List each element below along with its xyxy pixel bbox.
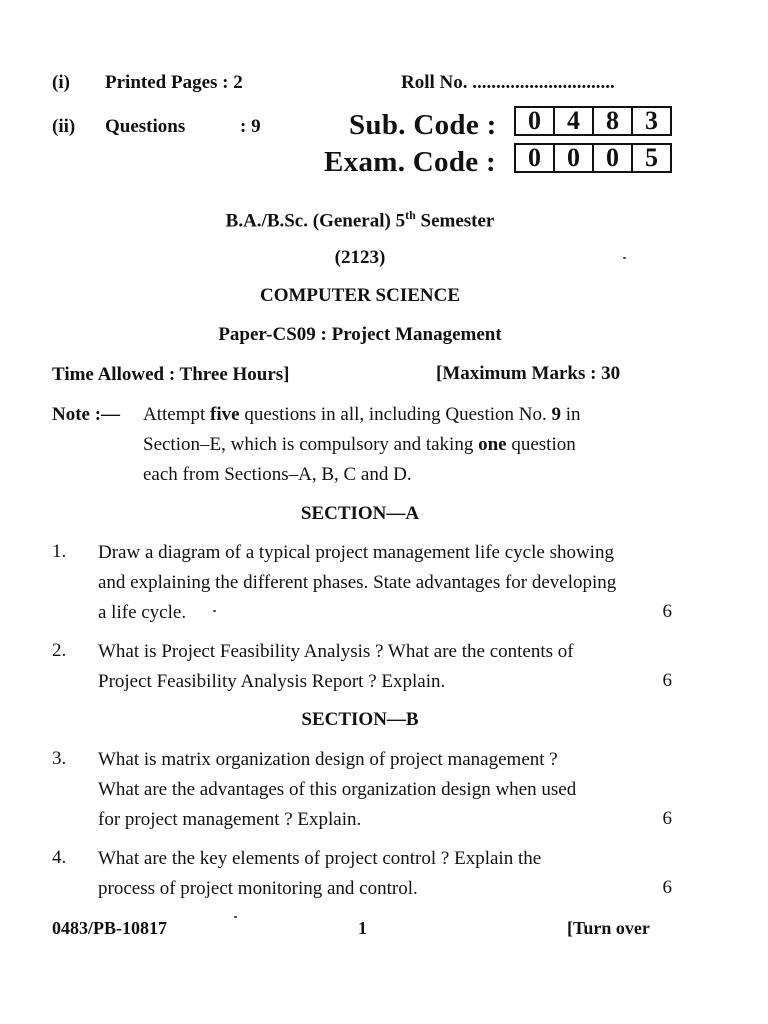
question-3: [52, 745, 672, 837]
question-line: Project Feasibility Analysis Report ? Explain.: [98, 671, 446, 692]
exam-code-label: Exam. Code :: [324, 146, 496, 178]
note-text-part: in: [560, 404, 581, 425]
footer-paper-code: 0483/PB-10817: [52, 918, 167, 938]
question-marks: 6: [662, 808, 672, 829]
time-allowed: Time Allowed : Three Hours]: [52, 364, 290, 385]
sub-code-label: Sub. Code :: [349, 109, 497, 141]
note-text-part: questions in all, including Question No.: [239, 404, 552, 425]
maximum-marks: [Maximum Marks : 30: [436, 363, 621, 384]
note-line: each from Sections–A, B, C and D.: [143, 464, 412, 485]
question-marks: 6: [662, 670, 672, 691]
printed-pages-label: Printed Pages : 2: [105, 72, 243, 93]
paper-code: (2123): [334, 247, 386, 268]
sub-code-boxes: [514, 106, 672, 136]
question-number: 3.: [52, 748, 67, 769]
program-title: [0, 208, 720, 232]
note-emphasis: one: [478, 434, 507, 455]
sub-code-digit: 4: [555, 108, 594, 134]
question-line: What is Project Feasibility Analysis ? What are the contents of: [98, 641, 574, 662]
note-emphasis: five: [210, 404, 240, 425]
note-line: [143, 430, 673, 460]
question-number: 4.: [52, 847, 67, 868]
question-line: a life cycle.: [98, 602, 187, 623]
question-line: What are the key elements of project control ? Explain the: [98, 848, 542, 869]
note-line: [143, 400, 673, 430]
program-prefix: B.A./B.Sc. (General) 5: [225, 210, 406, 232]
question-marks: 6: [662, 877, 672, 898]
question-number: 1.: [52, 541, 67, 562]
note-text: [143, 400, 673, 490]
note-text-part: Attempt: [143, 404, 211, 425]
question-line: What are the advantages of this organization design when used: [98, 779, 577, 800]
question-line: process of project monitoring and control.: [98, 878, 418, 899]
question-text: [98, 538, 672, 628]
scan-speck: [213, 610, 216, 612]
sub-code-digit: 8: [594, 108, 633, 134]
scan-speck: [623, 257, 626, 259]
question-2: [52, 637, 672, 699]
questions-label: Questions: [105, 116, 186, 137]
program-suffix: Semester: [415, 210, 495, 232]
roll-no-field: Roll No. ..............................: [401, 72, 615, 93]
sub-code-digit: 0: [516, 108, 555, 134]
question-line: and explaining the different phases. State advantages for developing: [98, 572, 617, 593]
exam-code-digit: 0: [555, 145, 594, 171]
note-emphasis: 9: [551, 404, 561, 425]
question-4: [52, 844, 672, 906]
question-number: 2.: [52, 640, 67, 661]
question-1: [52, 538, 672, 630]
note-text-part: Section–E, which is compulsory and taking: [143, 434, 479, 455]
note-label: Note :—: [52, 404, 121, 425]
note-text-part: question: [506, 434, 576, 455]
exam-code-boxes: [514, 143, 672, 173]
exam-code-digit: 0: [594, 145, 633, 171]
printed-pages-number: (i): [52, 72, 70, 93]
question-text: [98, 637, 672, 697]
question-line: for project management ? Explain.: [98, 809, 362, 830]
question-marks: 6: [662, 601, 672, 622]
program-superscript: th: [405, 208, 416, 222]
scan-speck: [234, 916, 237, 918]
section-a-heading: SECTION—A: [300, 503, 420, 524]
question-line: Draw a diagram of a typical project management life cycle showing: [98, 542, 614, 563]
exam-code-digit: 0: [516, 145, 555, 171]
questions-count: : 9: [240, 116, 261, 137]
footer-page-number: 1: [358, 918, 367, 938]
footer-turn-over: [Turn over: [567, 918, 650, 938]
paper-title: Paper-CS09 : Project Management: [218, 324, 502, 345]
subject-title: COMPUTER SCIENCE: [259, 285, 461, 306]
section-b-heading: SECTION—B: [301, 709, 419, 730]
question-text: [98, 745, 672, 835]
exam-code-digit: 5: [645, 143, 658, 172]
question-line: What is matrix organization design of project management ?: [98, 749, 558, 770]
sub-code-digit: 3: [645, 106, 658, 135]
questions-number: (ii): [52, 116, 76, 137]
question-text: [98, 844, 672, 904]
